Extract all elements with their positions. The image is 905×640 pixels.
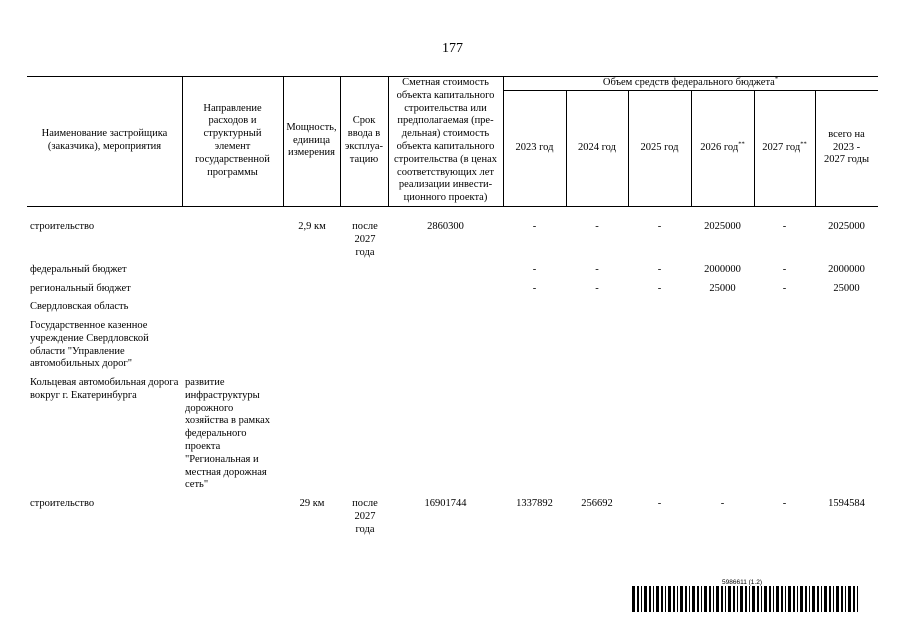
row-value-2025: - (657, 221, 662, 232)
header-col-cost: Сметная стоимость объекта капитального строительства или предполагаемая (пре- дельная) стоимость объекта капитального строительства (в ценах соответствующих лет реализации инвести- ционного проекта) (393, 77, 498, 204)
row-value-2025: - (657, 283, 662, 294)
row-value-total: 2025000 (828, 221, 865, 232)
row-term: после 2027 года (352, 221, 378, 258)
row-capacity: 2,9 км (298, 221, 326, 232)
row-name: региональный бюджет (30, 283, 131, 294)
row-value-2027: - (782, 283, 787, 294)
header-year-total: всего на 2023 - 2027 годы (823, 128, 869, 166)
row-name: Государственное казенное учреждение Свердловской области "Управление автомобильных дорог" (30, 320, 149, 370)
row-value-2027: - (782, 264, 787, 275)
row-value-2025: - (657, 498, 662, 509)
row-value-total: 1594584 (828, 498, 865, 509)
row-value-2023: 1337892 (516, 498, 553, 509)
row-capacity: 29 км (299, 498, 325, 509)
header-col-direction: Направление расходов и структурный элемент государственной программы (195, 102, 270, 178)
header-year-2026: 2026 год** (700, 140, 745, 153)
page-number: 177 (442, 41, 463, 56)
row-cost: 16901744 (424, 498, 467, 509)
row-value-2024: 256692 (581, 498, 613, 509)
row-value-2024: - (595, 221, 599, 232)
header-col-capacity: Мощность, единица измерения (286, 121, 337, 159)
header-col-term: Срок ввода в эксплуа- тацию (344, 115, 384, 165)
row-name: Свердловская область (30, 301, 129, 312)
table-header (27, 76, 878, 207)
header-col-name: Наименование застройщика (заказчика), мероприятия (41, 128, 168, 152)
row-term: после 2027 года (352, 498, 378, 535)
document-id: 5986611 (1.2) (722, 579, 762, 586)
row-value-2027: - (782, 498, 787, 509)
row-value-total: 2000000 (828, 264, 865, 275)
barcode-icon (632, 586, 858, 612)
row-value-2026: - (720, 498, 725, 509)
barcode-graphic (632, 586, 858, 612)
row-name: строительство (30, 221, 95, 232)
row-value-2027: - (782, 221, 787, 232)
row-value-2024: - (595, 264, 599, 275)
header-year-2023: 2023 год (515, 141, 554, 153)
header-year-2025: 2025 год (640, 141, 679, 153)
header-budget-group: Объем средств федерального бюджета* (602, 75, 779, 88)
row-name: федеральный бюджет (30, 264, 127, 275)
row-value-total: 25000 (833, 283, 860, 294)
row-name: Кольцевая автомобильная дорога вокруг г. Екатеринбурга (30, 377, 179, 401)
row-cost: 2860300 (427, 221, 464, 232)
header-bottom-rule (27, 206, 878, 207)
row-value-2023: - (532, 283, 537, 294)
row-value-2026: 25000 (709, 283, 736, 294)
header-year-2024: 2024 год (578, 141, 616, 153)
row-direction: развитие инфраструктуры дорожного хозяйства в рамках федерального проекта "Региональная и местная дорожная сеть" (185, 377, 271, 491)
row-value-2023: - (532, 221, 537, 232)
row-value-2024: - (595, 283, 599, 294)
row-value-2026: 2025000 (704, 221, 741, 232)
row-value-2023: - (532, 264, 537, 275)
header-year-2027: 2027 год** (762, 140, 807, 153)
row-value-2025: - (657, 264, 662, 275)
row-value-2026: 2000000 (704, 264, 741, 275)
row-name: строительство (30, 498, 95, 509)
